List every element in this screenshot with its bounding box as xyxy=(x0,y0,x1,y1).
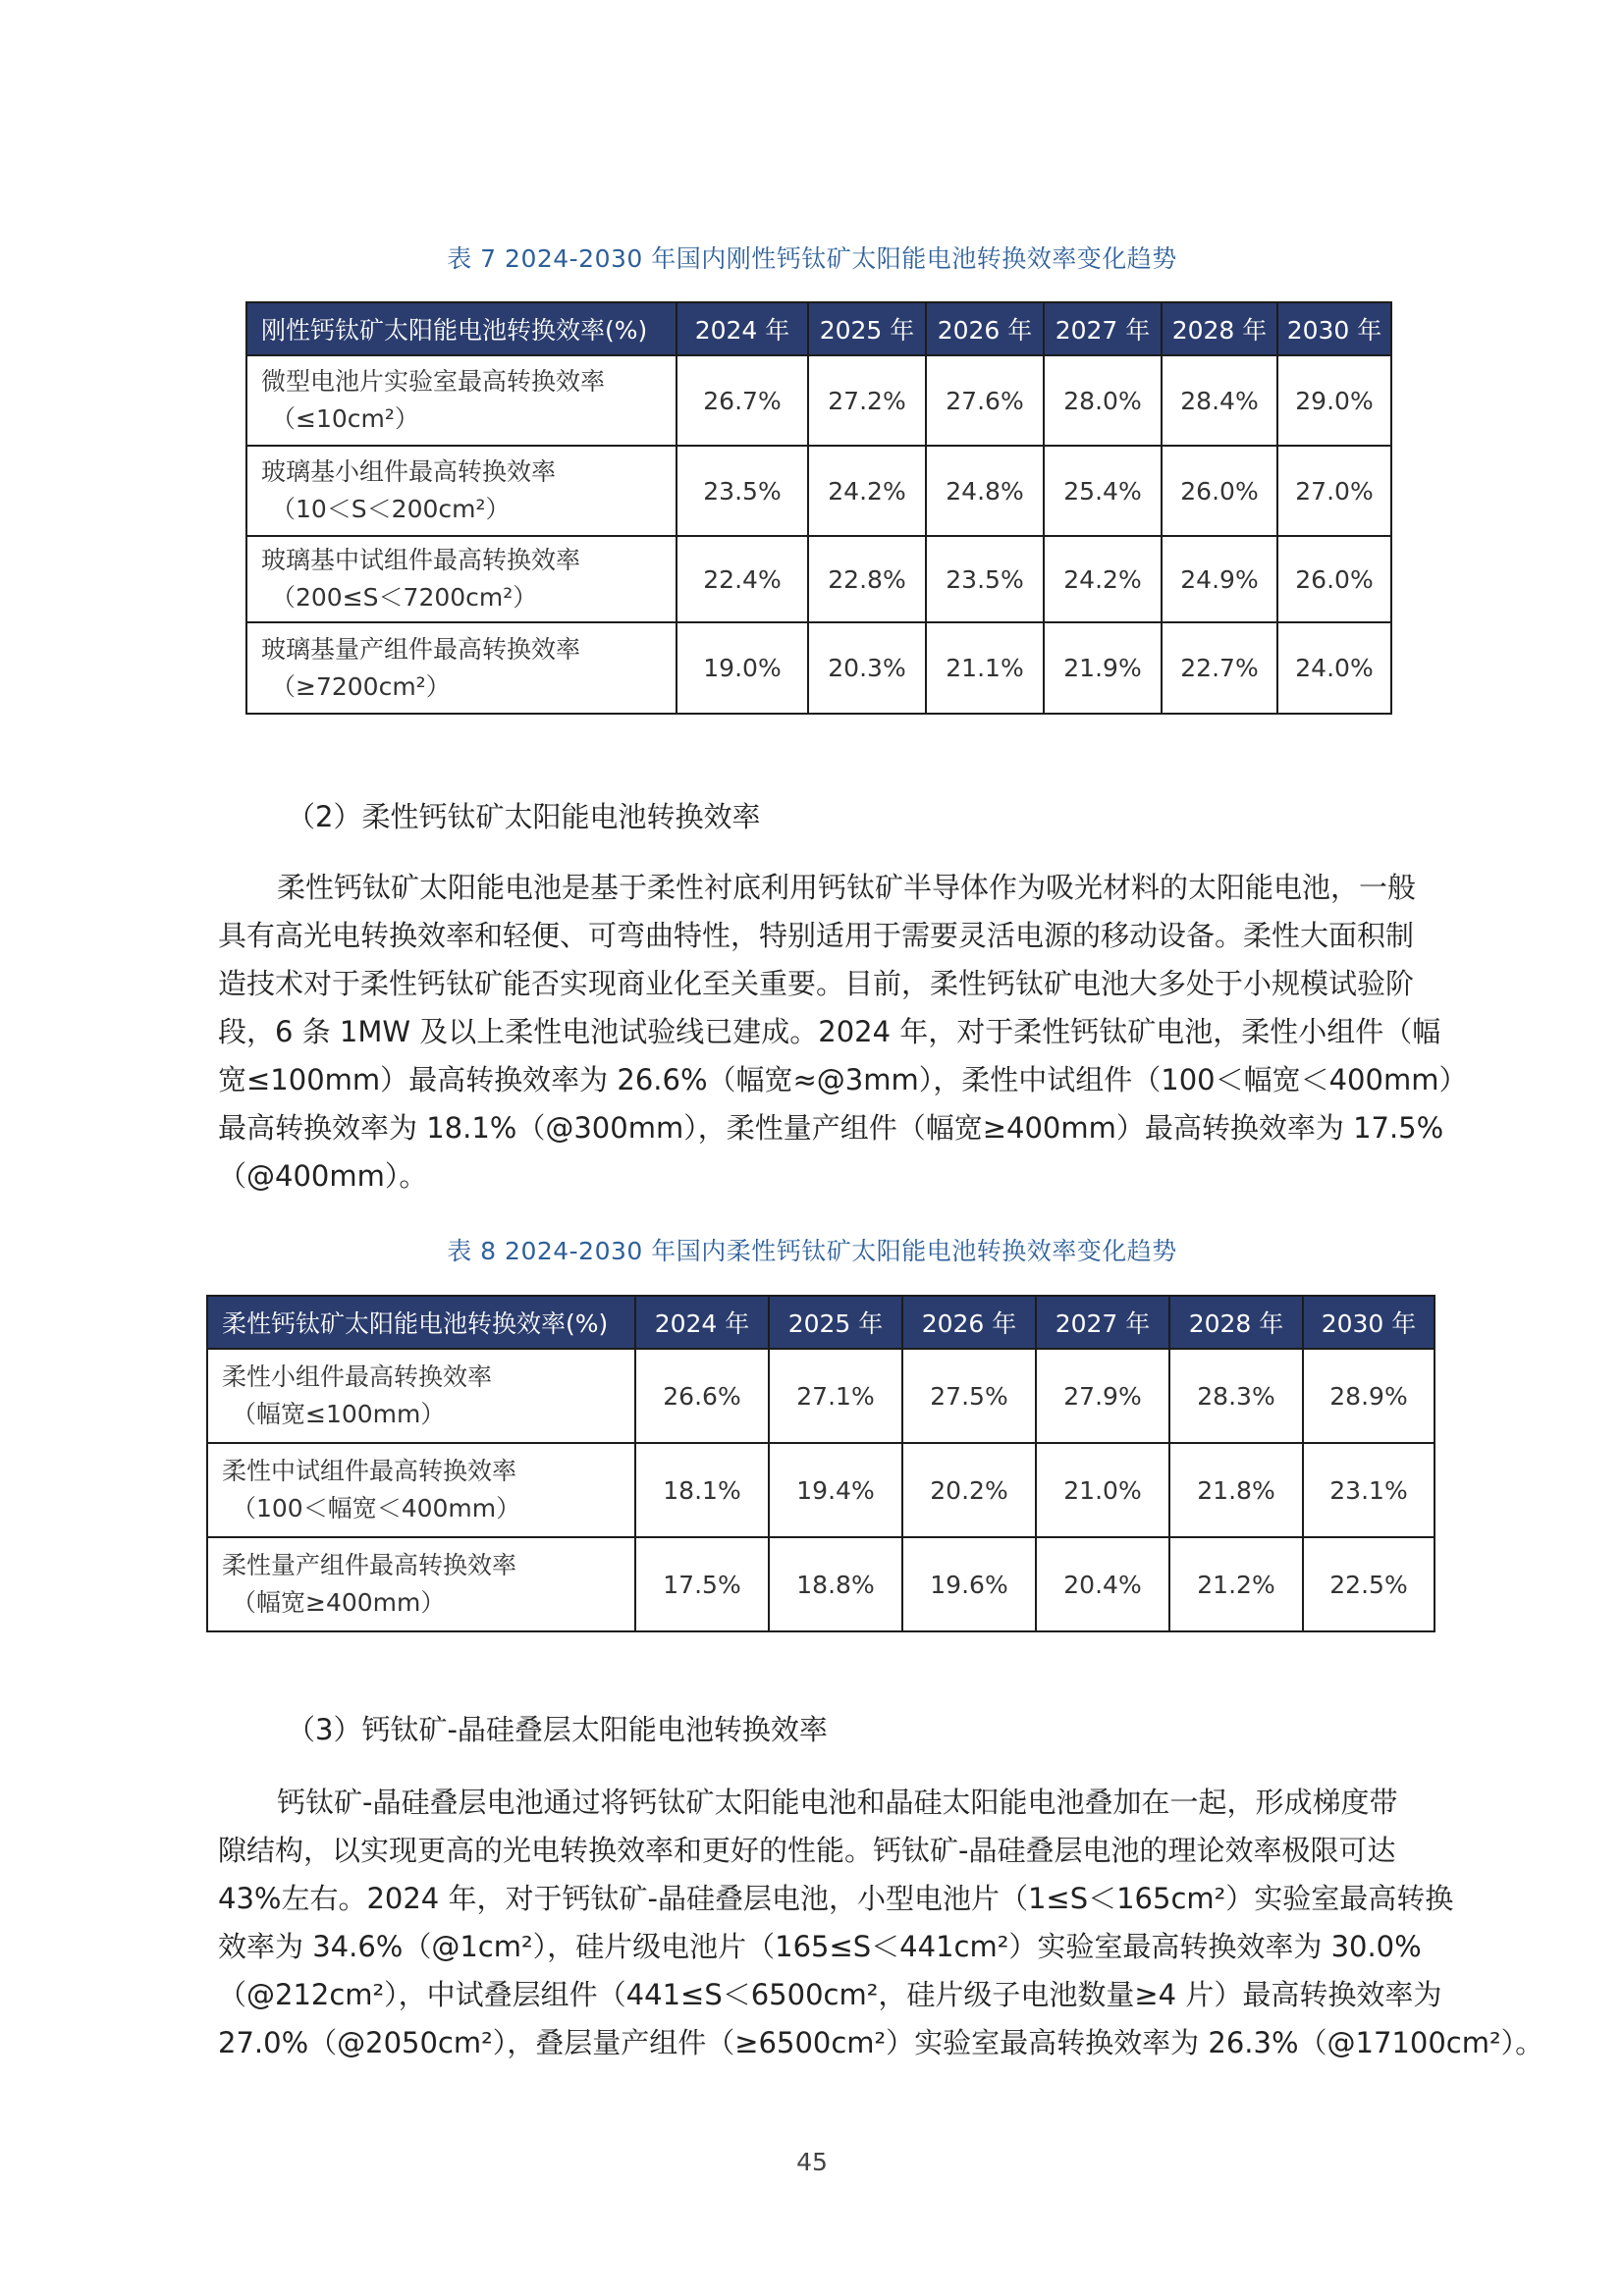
table-cell: 24.2% xyxy=(1044,536,1162,622)
paragraph-line: 钙钛矿-晶硅叠层电池通过将钙钛矿太阳能电池和晶硅太阳能电池叠加在一起，形成梯度带 xyxy=(277,1786,1398,1819)
paragraph-line: 43%左右。2024 年，对于钙钛矿-晶硅叠层电池，小型电池片（1≤S＜165cm²）实验室最高转换 xyxy=(218,1882,1454,1915)
table-cell: 24.9% xyxy=(1162,536,1277,622)
section-3-heading: （3）钙钛矿-晶硅叠层太阳能电池转换效率 xyxy=(287,1713,828,1746)
column-header: 2027 年 xyxy=(1036,1296,1169,1349)
row-sublabel: （≤10cm²） xyxy=(271,404,419,433)
table-cell: 21.1% xyxy=(926,622,1044,714)
table-cell: 18.8% xyxy=(769,1537,902,1631)
table-cell: 20.4% xyxy=(1036,1537,1169,1631)
table-cell: 20.2% xyxy=(902,1443,1036,1537)
table-cell: 26.7% xyxy=(677,355,808,446)
table-cell: 26.0% xyxy=(1277,536,1391,622)
table-8-caption: 表 8 2024-2030 年国内柔性钙钛矿太阳能电池转换效率变化趋势 xyxy=(447,1237,1177,1265)
paragraph-line: 段，6 条 1MW 及以上柔性电池试验线已建成。2024 年，对于柔性钙钛矿电池，柔性小组件（幅 xyxy=(218,1015,1441,1048)
row-label: 玻璃基量产组件最高转换效率 xyxy=(261,634,581,664)
table-cell: 27.9% xyxy=(1036,1349,1169,1443)
row-label: 玻璃基中试组件最高转换效率 xyxy=(261,546,581,574)
row-sublabel: （≥7200cm²） xyxy=(271,671,451,701)
table-cell: 28.9% xyxy=(1303,1349,1435,1443)
row-label: 柔性小组件最高转换效率 xyxy=(222,1362,493,1391)
table-cell: 22.4% xyxy=(677,536,808,622)
table-row xyxy=(246,446,1391,536)
paragraph-line: 宽≤100mm）最高转换效率为 26.6%（幅宽≈@3mm），柔性中试组件（100＜幅宽＜400mm） xyxy=(218,1063,1468,1096)
column-header: 刚性钙钛矿太阳能电池转换效率(%) xyxy=(246,302,677,355)
row-label: 玻璃基小组件最高转换效率 xyxy=(261,457,557,486)
paragraph-line: （@212cm²），中试叠层组件（441≤S＜6500cm²，硅片级子电池数量≥4 片）最高转换效率为 xyxy=(218,1978,1442,2011)
table-cell: 26.6% xyxy=(635,1349,769,1443)
column-header: 2024 年 xyxy=(677,302,808,355)
paragraph-line: 柔性钙钛矿太阳能电池是基于柔性衬底利用钙钛矿半导体作为吸光材料的太阳能电池，一般 xyxy=(277,871,1417,904)
paragraph-line: 隙结构，以实现更高的光电转换效率和更好的性能。钙钛矿-晶硅叠层电池的理论效率极限可达 xyxy=(218,1834,1396,1867)
row-label: 柔性中试组件最高转换效率 xyxy=(222,1457,517,1485)
table-cell: 17.5% xyxy=(635,1537,769,1631)
table-row xyxy=(207,1349,1435,1443)
section-3-paragraph xyxy=(218,1779,1544,2067)
row-label-cell xyxy=(207,1349,635,1443)
row-sublabel: （200≤S＜7200cm²） xyxy=(271,583,538,612)
column-header: 2030 年 xyxy=(1277,302,1391,355)
table-cell: 28.4% xyxy=(1162,355,1277,446)
row-sublabel: （幅宽≤100mm） xyxy=(232,1400,446,1428)
paragraph-line: 27.0%（@2050cm²），叠层量产组件（≥6500cm²）实验室最高转换效率为 26.3%（@17100cm²）。 xyxy=(218,2026,1544,2059)
column-header: 2025 年 xyxy=(808,302,926,355)
table-cell: 27.5% xyxy=(902,1349,1036,1443)
table-row xyxy=(207,1537,1435,1631)
row-label-cell xyxy=(246,446,677,536)
row-label-cell xyxy=(246,536,677,622)
table-cell: 21.0% xyxy=(1036,1443,1169,1537)
table-cell: 20.3% xyxy=(808,622,926,714)
section-2-heading: （2）柔性钙钛矿太阳能电池转换效率 xyxy=(287,800,761,833)
row-label: 微型电池片实验室最高转换效率 xyxy=(261,367,606,396)
table-cell: 22.8% xyxy=(808,536,926,622)
paragraph-line: 具有高光电转换效率和轻便、可弯曲特性，特别适用于需要灵活电源的移动设备。柔性大面积制 xyxy=(218,919,1415,952)
table-cell: 25.4% xyxy=(1044,446,1162,536)
table-cell: 23.1% xyxy=(1303,1443,1435,1537)
table-row xyxy=(246,622,1391,714)
table-cell: 22.7% xyxy=(1162,622,1277,714)
table-cell: 19.4% xyxy=(769,1443,902,1537)
table-cell: 28.0% xyxy=(1044,355,1162,446)
table-cell: 21.2% xyxy=(1169,1537,1303,1631)
paragraph-line: （@400mm）。 xyxy=(218,1159,428,1193)
column-header: 2026 年 xyxy=(926,302,1044,355)
table-cell: 26.0% xyxy=(1162,446,1277,536)
row-sublabel: （10＜S＜200cm²） xyxy=(271,495,511,523)
column-header: 2026 年 xyxy=(902,1296,1036,1349)
table-header-row xyxy=(246,302,1391,355)
table-cell: 18.1% xyxy=(635,1443,769,1537)
row-label: 柔性量产组件最高转换效率 xyxy=(222,1551,517,1579)
row-label-cell xyxy=(207,1537,635,1631)
row-sublabel: （100＜幅宽＜400mm） xyxy=(232,1494,521,1522)
column-header: 2025 年 xyxy=(769,1296,902,1349)
table-cell: 21.8% xyxy=(1169,1443,1303,1537)
row-sublabel: （幅宽≥400mm） xyxy=(232,1588,446,1617)
table-cell: 27.0% xyxy=(1277,446,1391,536)
table-cell: 21.9% xyxy=(1044,622,1162,714)
table-header-row xyxy=(207,1296,1435,1349)
row-label-cell xyxy=(246,622,677,714)
table-cell: 19.0% xyxy=(677,622,808,714)
table-cell: 23.5% xyxy=(926,536,1044,622)
row-label-cell xyxy=(246,355,677,446)
table-row xyxy=(246,536,1391,622)
table-cell: 27.2% xyxy=(808,355,926,446)
table-8 xyxy=(206,1295,1435,1632)
table-row xyxy=(207,1443,1435,1537)
column-header: 2027 年 xyxy=(1044,302,1162,355)
table-cell: 27.1% xyxy=(769,1349,902,1443)
table-cell: 23.5% xyxy=(677,446,808,536)
paragraph-line: 效率为 34.6%（@1cm²），硅片级电池片（165≤S＜441cm²）实验室最高转换效率为 30.0% xyxy=(218,1930,1422,1963)
table-7-caption: 表 7 2024-2030 年国内刚性钙钛矿太阳能电池转换效率变化趋势 xyxy=(447,244,1177,273)
column-header: 柔性钙钛矿太阳能电池转换效率(%) xyxy=(207,1296,635,1349)
paragraph-line: 最高转换效率为 18.1%（@300mm），柔性量产组件（幅宽≥400mm）最高转换效率为 17.5% xyxy=(218,1111,1444,1145)
table-cell: 24.0% xyxy=(1277,622,1391,714)
column-header: 2030 年 xyxy=(1303,1296,1435,1349)
table-cell: 28.3% xyxy=(1169,1349,1303,1443)
table-cell: 22.5% xyxy=(1303,1537,1435,1631)
table-cell: 27.6% xyxy=(926,355,1044,446)
table-cell: 19.6% xyxy=(902,1537,1036,1631)
row-label-cell xyxy=(207,1443,635,1537)
table-cell: 29.0% xyxy=(1277,355,1391,446)
table-cell: 24.8% xyxy=(926,446,1044,536)
column-header: 2028 年 xyxy=(1169,1296,1303,1349)
table-7 xyxy=(245,301,1392,715)
table-row xyxy=(246,355,1391,446)
column-header: 2028 年 xyxy=(1162,302,1277,355)
section-2-paragraph xyxy=(218,864,1468,1201)
table-cell: 24.2% xyxy=(808,446,926,536)
page-number: 45 xyxy=(796,2148,828,2176)
paragraph-line: 造技术对于柔性钙钛矿能否实现商业化至关重要。目前，柔性钙钛矿电池大多处于小规模试验阶 xyxy=(218,967,1415,1000)
column-header: 2024 年 xyxy=(635,1296,769,1349)
